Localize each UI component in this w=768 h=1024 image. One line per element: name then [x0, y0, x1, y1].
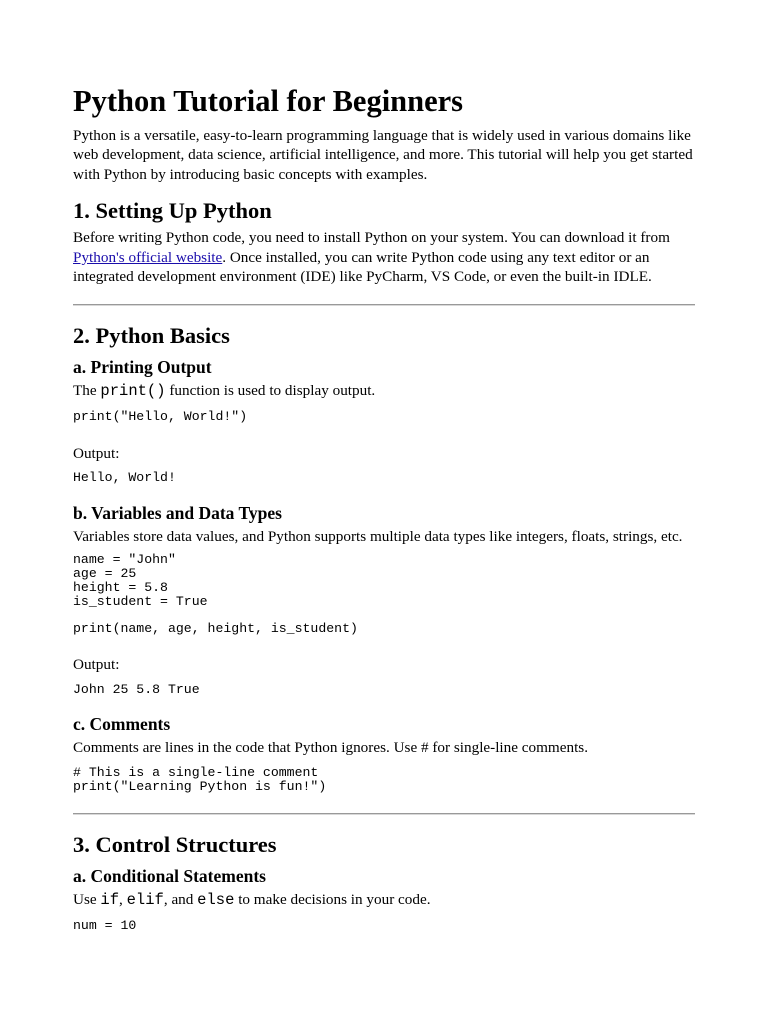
code-block-conditionals: num = 10 — [73, 917, 137, 933]
code-block-variables-print: print(name, age, height, is_student) — [73, 621, 358, 637]
subsection-heading-comments: c. Comments — [73, 714, 171, 735]
code-block-variables: name = "John" age = 25 height = 5.8 is_student = True — [73, 552, 208, 609]
inline-code-if: if — [100, 891, 120, 910]
subsection-heading-printing: a. Printing Output — [73, 357, 212, 378]
printing-text-before-code: The — [73, 382, 101, 400]
setup-text-before-link: Before writing Python code, you need to install Python on your system. You can download it from — [73, 229, 670, 247]
subsection-heading-variables: b. Variables and Data Types — [73, 502, 282, 523]
inline-code-print: print() — [100, 382, 166, 401]
conditionals-sep-1: , — [119, 891, 127, 909]
output-label: Output: — [73, 444, 120, 462]
printing-text-after-code: function is used to display output. — [165, 382, 376, 400]
section-divider — [73, 304, 695, 306]
output-block-variables: John 25 5.8 True — [73, 681, 200, 697]
conditionals-sep-2: , and — [163, 891, 198, 909]
section-heading-basics: 2. Python Basics — [73, 323, 230, 349]
conditionals-text-after: to make decisions in your code. — [234, 891, 431, 909]
conditionals-paragraph — [73, 890, 695, 910]
setup-paragraph — [73, 228, 695, 286]
section-heading-control: 3. Control Structures — [73, 832, 277, 858]
page-title: Python Tutorial for Beginners — [73, 84, 464, 118]
code-block-comments: # This is a single-line comment print("Learning Python is fun!") — [73, 764, 327, 794]
inline-code-elif: elif — [126, 891, 164, 910]
printing-paragraph — [73, 381, 695, 401]
section-heading-setup: 1. Setting Up Python — [73, 198, 272, 224]
conditionals-text-use: Use — [73, 891, 101, 909]
subsection-heading-conditionals: a. Conditional Statements — [73, 866, 266, 887]
intro-paragraph: Python is a versatile, easy-to-learn programming language that is widely used in various domains like web development, data science, artificial intelligence, and more. This tutorial will help you get started with Python by introducing basic concepts with examples. — [73, 127, 693, 183]
variables-paragraph: Variables store data values, and Python supports multiple data types like integers, floats, strings, etc. — [73, 527, 683, 545]
output-label: Output: — [73, 656, 120, 674]
section-divider — [73, 813, 695, 815]
python-website-link[interactable]: Python's official website — [73, 248, 223, 266]
inline-code-else: else — [197, 891, 235, 910]
output-block-print: Hello, World! — [73, 470, 176, 486]
comments-paragraph: Comments are lines in the code that Python ignores. Use # for single-line comments. — [73, 739, 589, 757]
code-block-print: print("Hello, World!") — [73, 408, 248, 424]
setup-text-after-link: . Once installed, you can write Python code using any text editor or an integrated development environment (IDE) like PyCharm, VS Code, or even the built-in IDLE. — [73, 248, 652, 286]
